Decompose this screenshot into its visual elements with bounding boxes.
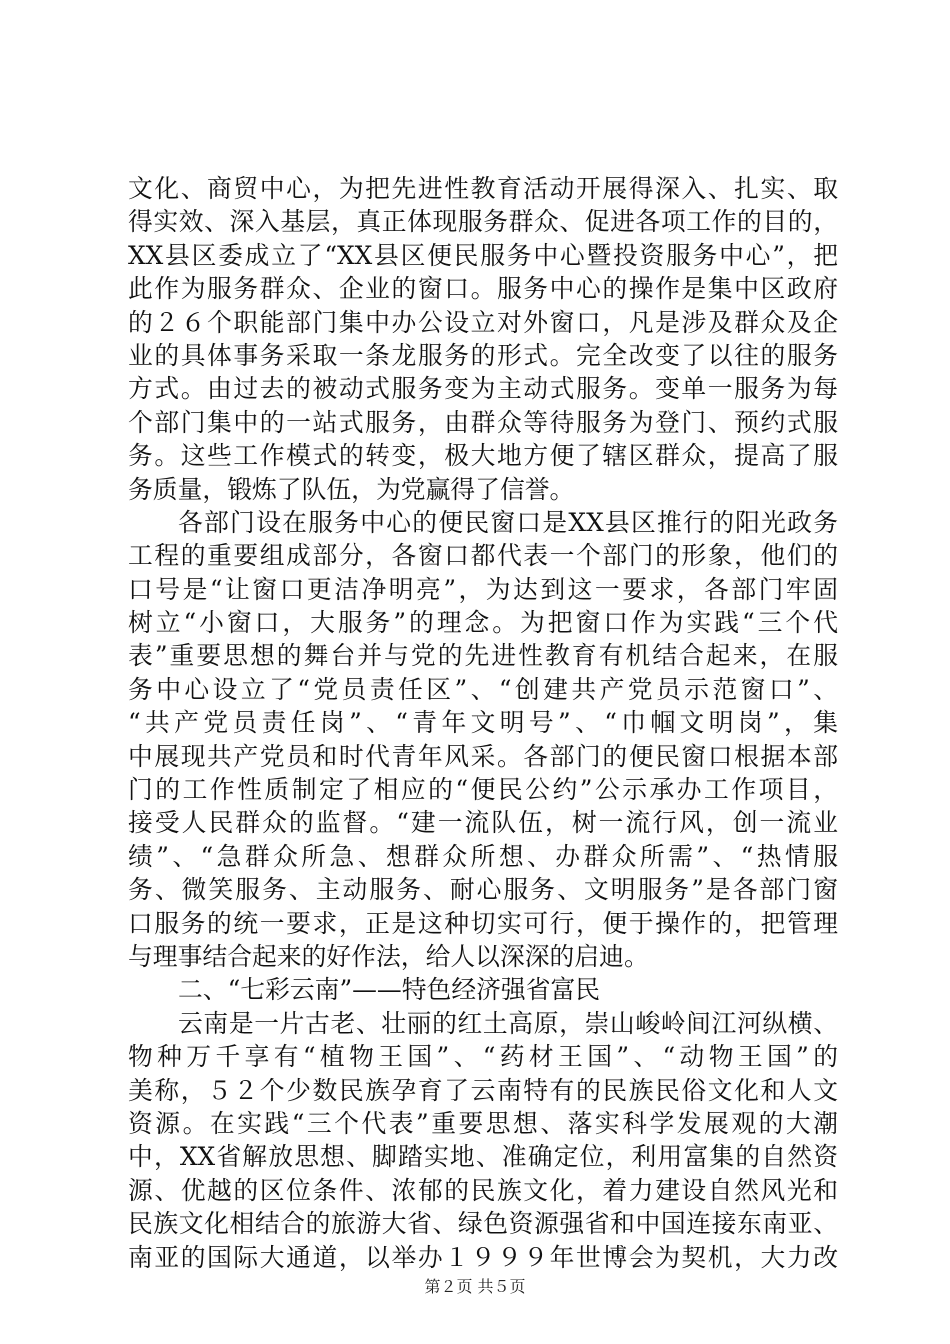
section-heading: 二、“七彩云南”——特色经济强省富民 bbox=[178, 975, 601, 1005]
text-line: 表”重要思想的舞台并与党的先进性教育有机结合起来，在服 bbox=[128, 641, 838, 671]
text-line: 务质量，锻炼了队伍，为党赢得了信誉。 bbox=[128, 474, 575, 504]
paragraph-first-line: 云南是一片古老、壮丽的红土高原，崇山峻岭间江河纵横、 bbox=[178, 1008, 838, 1038]
text-line: 中展现共产党员和时代青年风采。各部门的便民窗口根据本部 bbox=[128, 741, 838, 771]
text-line: 方式。由过去的被动式服务变为主动式服务。变单一服务为每 bbox=[128, 374, 838, 404]
text-line: 绩”、“急群众所急、想群众所想、办群众所需”、“热情服 bbox=[128, 841, 838, 871]
text-line: 南亚的国际大通道，以举办１９９９年世博会为契机，大力改 bbox=[128, 1242, 838, 1272]
text-line: “共产党员责任岗”、“青年文明号”、“巾帼文明岗”，集 bbox=[128, 708, 838, 738]
text-line: 源、优越的区位条件、浓郁的民族文化，着力建设自然风光和 bbox=[128, 1175, 838, 1205]
text-line: 口服务的统一要求，正是这种切实可行，便于操作的，把管理 bbox=[128, 908, 838, 938]
text-line: 美称，５２个少数民族孕育了云南特有的民族民俗文化和人文 bbox=[128, 1075, 838, 1105]
text-line: 的２６个职能部门集中办公设立对外窗口，凡是涉及群众及企 bbox=[128, 307, 838, 337]
text-line: 门的工作性质制定了相应的“便民公约”公示承办工作项目， bbox=[128, 775, 838, 805]
paragraph-first-line: 各部门设在服务中心的便民窗口是XX县区推行的阳光政务 bbox=[178, 507, 838, 537]
text-line: 树立“小窗口，大服务”的理念。为把窗口作为实践“三个代 bbox=[128, 608, 838, 638]
text-line: 中，XX省解放思想、脚踏实地、准确定位，利用富集的自然资 bbox=[128, 1142, 838, 1172]
page-number-footer: 第２页 共５页 bbox=[424, 1277, 526, 1296]
text-line: 资源。在实践“三个代表”重要思想、落实科学发展观的大潮 bbox=[128, 1108, 838, 1138]
text-line: 务。这些工作模式的转变，极大地方便了辖区群众，提高了服 bbox=[128, 441, 838, 471]
text-line: 工程的重要组成部分，各窗口都代表一个部门的形象，他们的 bbox=[128, 541, 838, 571]
text-line: 口号是“让窗口更洁净明亮”，为达到这一要求，各部门牢固 bbox=[128, 574, 838, 604]
text-line: 务、微笑服务、主动服务、耐心服务、文明服务”是各部门窗 bbox=[128, 875, 838, 905]
text-line: 民族文化相结合的旅游大省、绿色资源强省和中国连接东南亚、 bbox=[128, 1209, 838, 1239]
text-line: 务中心设立了“党员责任区”、“创建共产党员示范窗口”、 bbox=[128, 674, 838, 704]
text-line: 此作为服务群众、企业的窗口。服务中心的操作是集中区政府 bbox=[128, 274, 838, 304]
text-line: 个部门集中的一站式服务，由群众等待服务为登门、预约式服 bbox=[128, 407, 838, 437]
text-line: 接受人民群众的监督。“建一流队伍，树一流行风，创一流业 bbox=[128, 808, 838, 838]
text-line: 文化、商贸中心，为把先进性教育活动开展得深入、扎实、取 bbox=[128, 174, 838, 203]
document-body bbox=[128, 172, 838, 1274]
text-line: 物种万千享有“植物王国”、“药材王国”、“动物王国”的 bbox=[128, 1042, 838, 1072]
text-line: 业的具体事务采取一条龙服务的形式。完全改变了以往的服务 bbox=[128, 340, 838, 370]
text-line: 得实效、深入基层，真正体现服务群众、促进各项工作的目的， bbox=[128, 207, 838, 237]
text-line: XX县区委成立了“XX县区便民服务中心暨投资服务中心”，把 bbox=[128, 240, 838, 270]
text-line: 与理事结合起来的好作法，给人以深深的启迪。 bbox=[128, 941, 649, 971]
